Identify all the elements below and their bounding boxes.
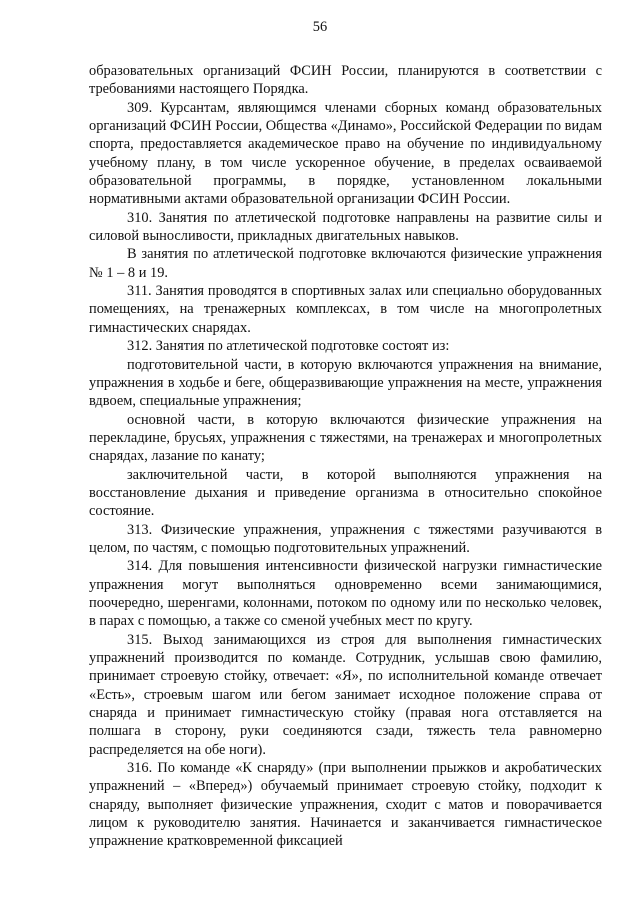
page-number: 56 <box>312 19 328 35</box>
paragraph-310: 310. Занятия по атлетической подготовке направлены на развитие силы и силовой выносливости, прикладных двигательных навыков. <box>89 209 602 245</box>
body-text <box>89 62 602 851</box>
paragraph-312-main-part: основной части, в которую включаются физические упражнения на перекладине, брусьях, упражнения с тяжестями, на тренажерах и многопролетных снарядах, лазание по канату; <box>89 411 602 465</box>
paragraph-314: 314. Для повышения интенсивности физической нагрузки гимнастические упражнения могут выполняться одновременно всеми занимающимися, поочередно, шеренгами, колоннами, потоком по одному или по несколько человек, в парах с помощью, а также со сменой учебных мест по кругу. <box>89 558 602 630</box>
paragraph-309: 309. Курсантам, являющимся членами сборных команд образовательных организаций ФСИН России, Общества «Динамо», Российской Федерации по видам спорта, предоставляется академическое право на обучение по индивидуальному учебному плану, в том числе ускоренное обучение, в пределах осваиваемой образовательной программы, в порядке, установленном локальными нормативными актами образовательной организации ФСИН России. <box>89 99 602 208</box>
paragraph-315: 315. Выход занимающихся из строя для выполнения гимнастических упражнений производится по команде. Сотрудник, услышав свою фамилию, принимает строевую стойку, отвечает: «Я», по исполнительной команде отвечает «Есть», строевым шагом или бегом занимает исходное положение справа от снаряда и принимает гимнастическую стойку (правая нога отставляется на полшага в сторону, руки соединяются сзади, тяжесть тела равномерно распределяется на обе ноги). <box>89 631 602 758</box>
paragraph-316: 316. По команде «К снаряду» (при выполнении прыжков и акробатических упражнений – «Вперед») обучаемый принимает строевую стойку, подходит к снаряду, выполняет физические упражнения, сходит с матов и поворачивается лицом к руководителю занятия. Начинается и заканчивается гимнастическое упражнение кратковременной фиксацией <box>89 760 602 850</box>
paragraph-310-exercises: В занятия по атлетической подготовке включаются физические упражнения № 1 – 8 и 19. <box>89 246 602 281</box>
paragraph-312-preparatory-part: подготовительной части, в которую включаются упражнения на внимание, упражнения в ходьбе и беге, общеразвивающие упражнения на месте, упражнения вдвоем, специальные упражнения; <box>89 356 602 410</box>
paragraph-311: 311. Занятия проводятся в спортивных залах или специально оборудованных помещениях, на тренажерных комплексах, в том числе на многопролетных гимнастических снарядах. <box>89 283 602 336</box>
paragraph-continuation: образовательных организаций ФСИН России, планируются в соответствии с требованиями настоящего Порядка. <box>89 63 602 98</box>
paragraph-312: 312. Занятия по атлетической подготовке состоят из: <box>127 338 450 355</box>
paragraph-312-final-part: заключительной части, в которой выполняются упражнения на восстановление дыхания и приведение организма в относительно спокойное состояние. <box>89 466 602 520</box>
paragraph-313: 313. Физические упражнения, упражнения с тяжестями разучиваются в целом, по частям, с помощью подготовительных упражнений. <box>89 521 602 556</box>
